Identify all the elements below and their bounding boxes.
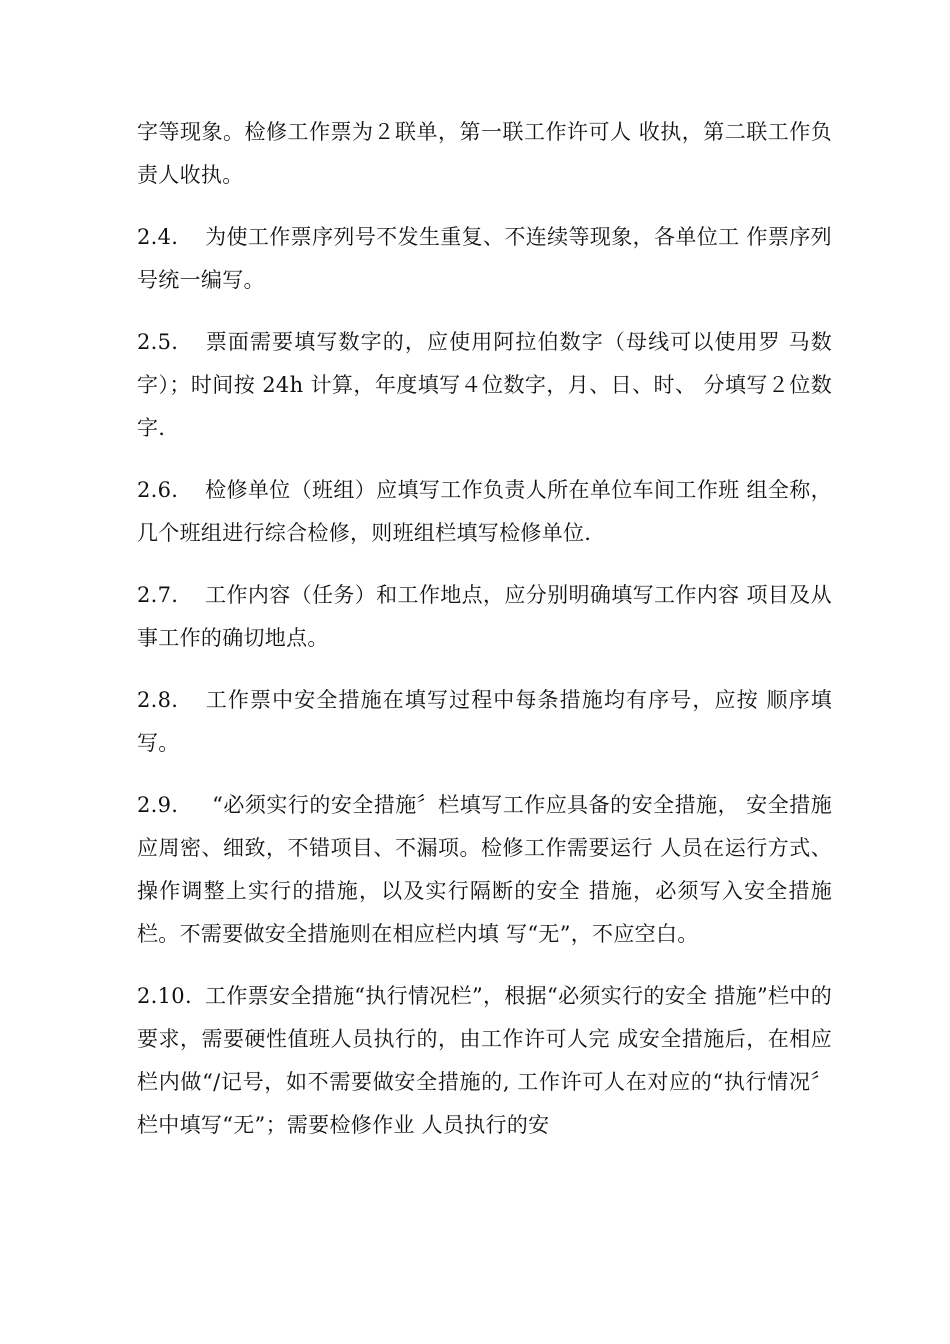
paragraph-continuation <box>137 111 832 197</box>
paragraph-2-5 <box>137 321 832 450</box>
paragraph-number: 2.8. <box>137 688 179 712</box>
paragraph-text: 为使工作票序列号不发生重复、不连续等现象，各单位工 作票序列号统一编写。 <box>137 225 832 292</box>
paragraph-number: 2.10. <box>137 984 192 1008</box>
paragraph-number: 2.9. <box>137 793 179 817</box>
paragraph-text: 字等现象。检修工作票为２联单，第一联工作许可人 收执，第二联工作负责人收执。 <box>137 120 832 187</box>
paragraph-number: 2.4. <box>137 225 179 249</box>
paragraph-2-10 <box>137 975 832 1147</box>
paragraph-text: 票面需要填写数字的，应使用阿拉伯数字（母线可以使用罗 马数字）；时间按 24h 计算，年度填写４位数字，月、日、时、 分填写２位数字. <box>137 330 832 440</box>
paragraph-text: “必须实行的安全措施〞栏填写工作应具备的安全措施， 安全措施应周密、细致，不错项目、不漏项。检修工作需要运行 人员在运行方式、操作调整上实行的措施，以及实行隔断的安全 措施，必须写入安全措施栏。不需要做安全措施则在相应栏内填 写“无”，不应空白。 <box>137 793 832 946</box>
paragraph-text: 工作票中安全措施在填写过程中每条措施均有序号，应按 顺序填写。 <box>137 688 832 755</box>
paragraph-2-4 <box>137 216 832 302</box>
paragraph-2-7 <box>137 574 832 660</box>
paragraph-2-9 <box>137 784 832 956</box>
paragraph-text: 检修单位（班组）应填写工作负责人所在单位车间工作班 组全称，几个班组进行综合检修，则班组栏填写检修单位. <box>137 478 832 545</box>
paragraph-2-8 <box>137 679 832 765</box>
paragraph-2-6 <box>137 469 832 555</box>
paragraph-text: 工作票安全措施“执行情况栏”，根据“必须实行的安全 措施”栏中的要求，需要硬性值班人员执行的，由工作许可人完 成安全措施后，在相应栏内做“/记号，如不需要做安全措施的, 工作许可人在对应的“执行情况〞栏中填写“无”；需要检修作业 人员执行的安 <box>137 984 832 1137</box>
paragraph-number: 2.5. <box>137 330 179 354</box>
document-body <box>137 111 832 1166</box>
paragraph-text: 工作内容（任务）和工作地点，应分别明确填写工作内容 项目及从事工作的确切地点。 <box>137 583 832 650</box>
paragraph-number: 2.6. <box>137 478 179 502</box>
paragraph-number: 2.7. <box>137 583 179 607</box>
